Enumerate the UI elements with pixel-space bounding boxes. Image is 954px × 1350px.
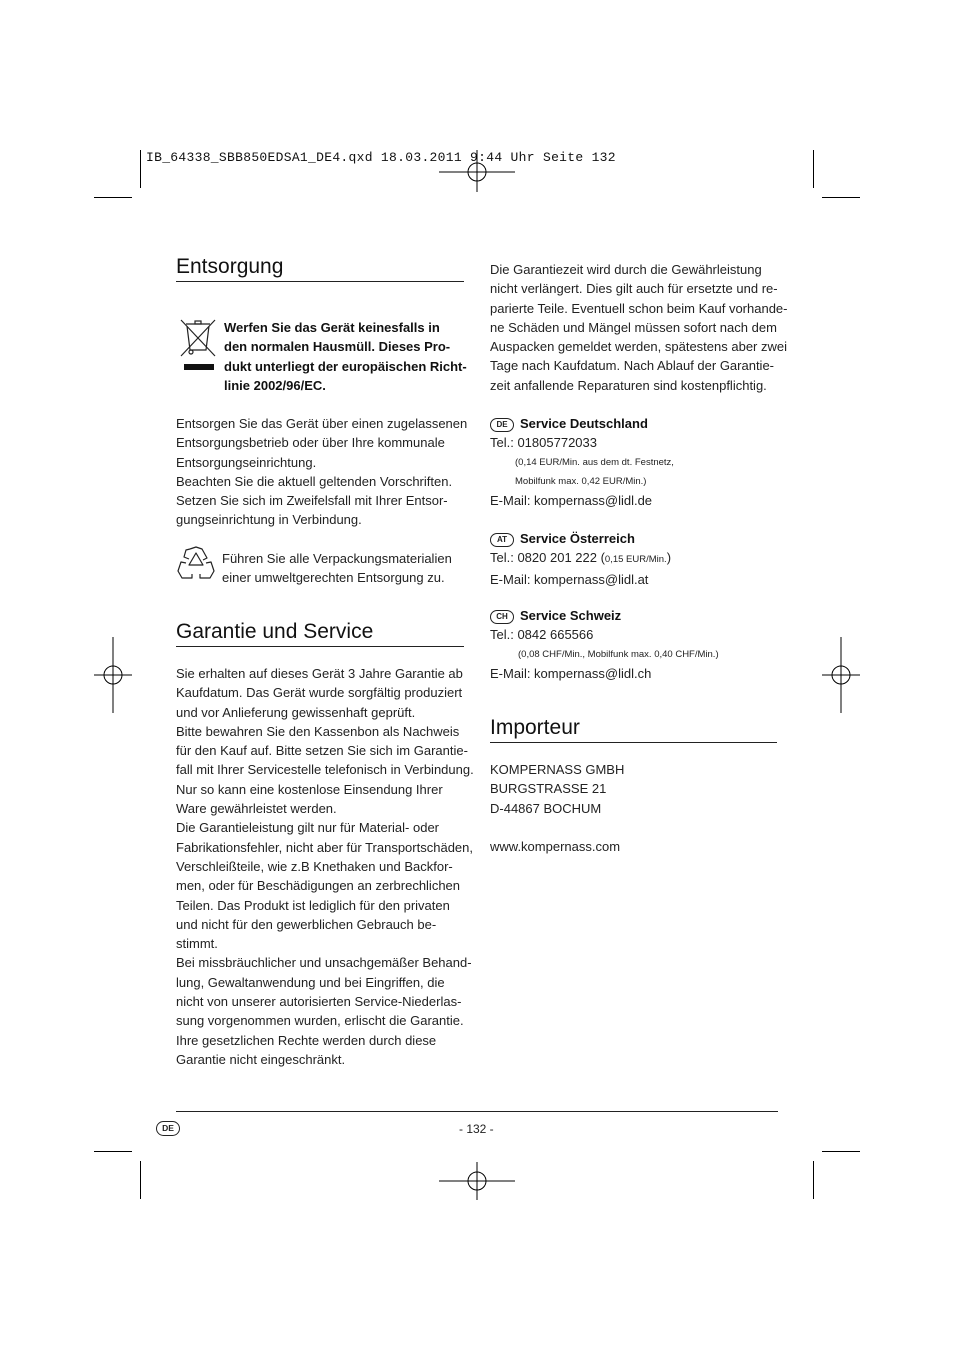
importeur-website: www.kompernass.com bbox=[490, 839, 621, 854]
service-schweiz: CH Service Schweiz Tel.: 0842 665566 (0,08 CHF/Min., Mobilfunk max. 0,40 CHF/Min.) E-Mail: kompernass@lidl.ch bbox=[490, 608, 719, 681]
weee-warning: Werfen Sie das Gerät keinesfalls in den normalen Hausmüll. Dieses Pro- dukt unterliegt der europäischen Richt- linie 2002/96/EC. bbox=[224, 320, 467, 393]
heading-importeur: Importeur bbox=[490, 716, 580, 739]
service-deutschland: DE Service Deutschland Tel.: 01805772033 (0,14 EUR/Min. aus dem dt. Festnetz, Mobilfunk max. 0,42 EUR/Min.) E-Mail: kompernass@lidl.de bbox=[490, 416, 674, 509]
importeur-address: KOMPERNASS GMBH BURGSTRASSE 21 D-44867 BOCHUM bbox=[490, 762, 625, 816]
garantie-body: Sie erhalten auf dieses Gerät 3 Jahre Garantie ab Kaufdatum. Das Gerät wurde sorgfältig produziert und vor Anlieferung gewissenhaft geprüft. Bitte bewahren Sie den Kassenbon als Nachweis für den Kauf auf. Bitte setzen Sie sich im Garantie- fall mit Ihrer Servicestelle telefonisch in Verbindung. Nur so kann eine kostenlose Einsendung Ihrer Ware gewährleistet werden. Die Garantieleistung gilt nur für Material- oder Fabrikationsfehler, nicht aber für Transportschäden, Verschleißteile, wie z.B Knethaken und Backfor- men, oder für Beschädigungen an zerbrechlichen Teilen. Das Produkt ist lediglich für den privaten und nicht für den gewerblichen Gebrauch be- stimmt. Bei missbräuchlicher und unsachgemäßer Behand- lung, Gewaltanwendung und bei Eingriffen, die nicht von unserer autorisierten Service-Niederlas- sung vorgenommen wurden, erlischt die Garantie. Ihre gesetzlichen Rechte werden durch diese Garantie nicht eingeschränkt. bbox=[176, 666, 474, 1067]
country-badge: CH bbox=[490, 610, 514, 624]
country-badge: DE bbox=[490, 418, 514, 432]
recycling-icon bbox=[176, 545, 216, 583]
packaging-note: Führen Sie alle Verpackungsmaterialien einer umweltgerechten Entsorgung zu. bbox=[222, 551, 452, 586]
heading-garantie: Garantie und Service bbox=[176, 620, 374, 643]
heading-rule bbox=[176, 646, 464, 647]
heading-entsorgung: Entsorgung bbox=[176, 255, 284, 278]
footer-rule bbox=[176, 1111, 778, 1112]
garantie-continued: Die Garantiezeit wird durch die Gewährleistung nicht verlängert. Dies gilt auch für ersetzte und re- parierte Teile. Eventuell schon beim Kauf vorhande- ne Schäden und Mängel müssen sofort nach dem Auspacken gemeldet werden, spätestens aber zwei Tage nach Kaufdatum. Nach Ablauf der Garantie- zeit anfallende Reparaturen sind kostenpflichtig. bbox=[490, 262, 788, 393]
heading-rule bbox=[176, 281, 464, 282]
file-slug: IB_64338_SBB850EDSA1_DE4.qxd 18.03.2011 9:44 Uhr Seite 132 bbox=[146, 150, 616, 165]
crossed-out-wheelie-bin-icon bbox=[178, 318, 218, 372]
page-number: - 132 - bbox=[459, 1122, 494, 1136]
heading-rule bbox=[490, 742, 777, 743]
footer-language-badge: DE bbox=[156, 1121, 180, 1136]
entsorgung-body: Entsorgen Sie das Gerät über einen zugelassenen Entsorgungsbetrieb oder über Ihre kommunale Entsorgungseinrichtung. Beachten Sie die aktuell geltenden Vorschriften. Setzen Sie sich im Zweifelsfall mit Ihrer Entsor- gungseinrichtung in Verbindung. bbox=[176, 416, 468, 528]
service-oesterreich: AT Service Österreich Tel.: 0820 201 222 (0,15 EUR/Min.) E-Mail: kompernass@lidl.at bbox=[490, 531, 672, 587]
country-badge: AT bbox=[490, 533, 514, 547]
